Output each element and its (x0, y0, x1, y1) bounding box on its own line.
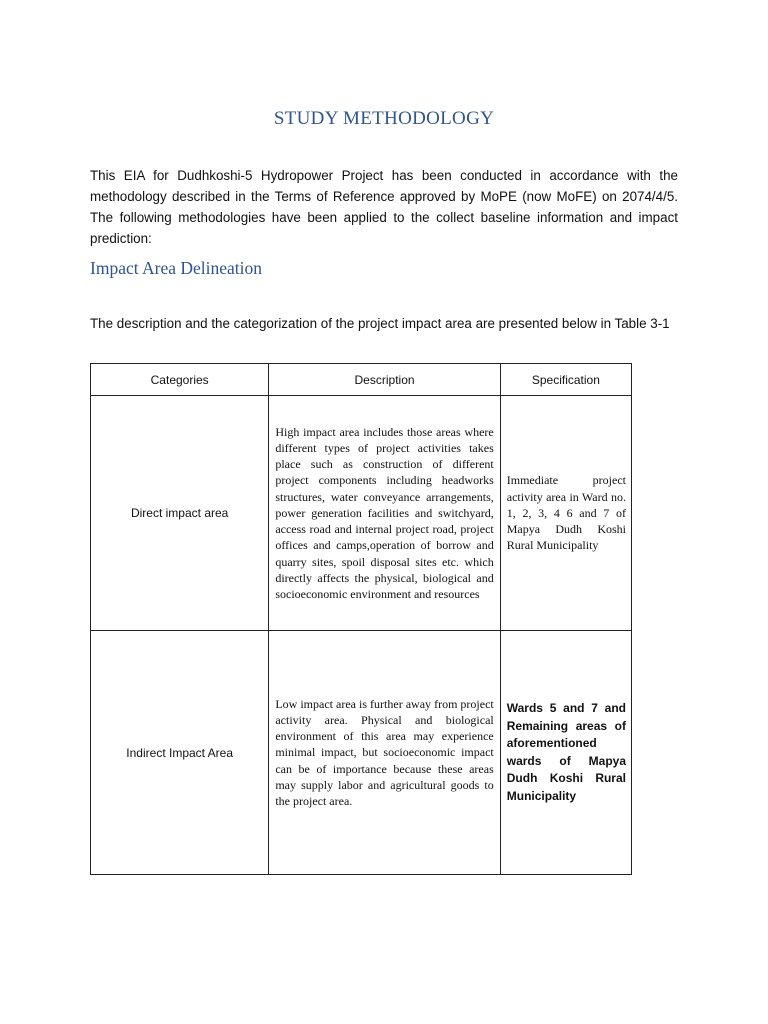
row-description: Low impact area is further away from project activity area. Physical and biological environment of this area may experience minimal impact, but socioeconomic impact can be of importance because these areas may supply labor and agricultural goods to the project area. (275, 696, 494, 808)
page-title: STUDY METHODOLOGY (273, 108, 495, 129)
intro-paragraph: This EIA for Dudhkoshi-5 Hydropower Project has been conducted in accordance with the methodology described in the Terms of Reference approved by MoPE (now MoFE) on 2074/4/5. The following methodologies have been applied to the collect baseline information and impact prediction: (90, 168, 678, 246)
row-description: High impact area includes those areas where different types of project activities takes place such as construction of different project components including headworks structures, water conveyance arrangements, power generation facilities and switchyard, access road and internal project road, project offices and camps,operation of borrow and quarry sites, spoil disposal sites etc. which directly affects the physical, biological and socioeconomic environment and resources (275, 424, 494, 601)
row-description-cell (269, 631, 500, 875)
row-specification: Wards 5 and 7 and Remaining areas of aforementioned wards of Mapya Dudh Koshi Rural Municipality (506, 701, 626, 803)
row-specification-cell (500, 631, 631, 875)
row-description-cell (269, 396, 500, 631)
table-row (91, 631, 632, 875)
table-row (91, 396, 632, 631)
table-intro-paragraph: The description and the categorization of the project impact area are presented below in Table 3-1 (90, 316, 670, 331)
table-header-row (91, 364, 632, 396)
header-description: Description (269, 364, 500, 396)
row-category: Indirect Impact Area (91, 631, 269, 875)
header-specification: Specification (500, 364, 631, 396)
row-specification-cell (500, 396, 631, 631)
section-heading: Impact Area Delineation (90, 258, 263, 278)
row-category: Direct impact area (91, 396, 269, 631)
header-categories: Categories (91, 364, 269, 396)
row-specification: Immediate project activity area in Ward no. 1, 2, 3, 4 6 and 7 of Mapya Dudh Koshi Rural Municipality (506, 473, 626, 553)
impact-area-table (90, 363, 632, 875)
